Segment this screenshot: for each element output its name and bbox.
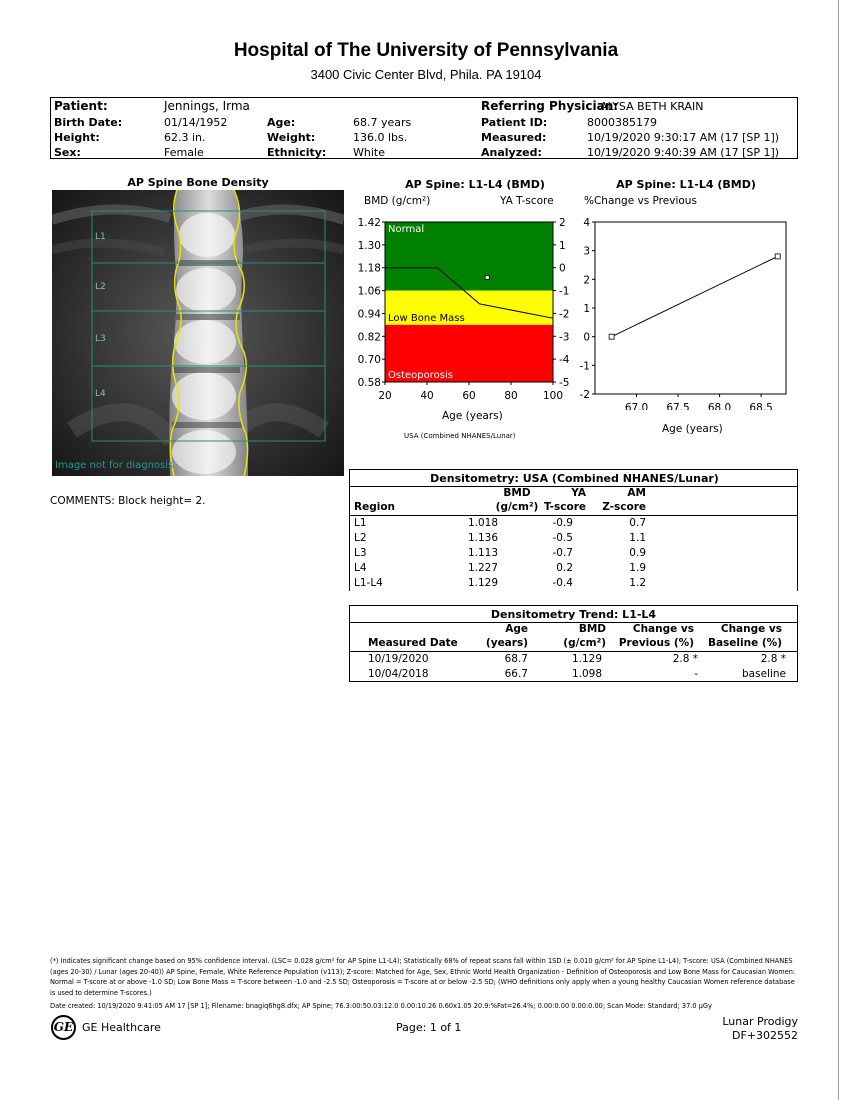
densitometry-table: [349, 469, 798, 591]
change-y-tick: 1: [583, 303, 590, 315]
page-edge: [838, 0, 839, 1100]
zscore-cell: 1.2: [629, 577, 646, 589]
baseline-change-cell: baseline: [742, 668, 786, 680]
zscore-cell: 0.7: [629, 517, 646, 529]
age: 68.7 years: [353, 116, 412, 129]
height: 62.3 in.: [164, 131, 206, 144]
change-point: [775, 254, 780, 259]
col-bmd-1: BMD: [503, 487, 531, 499]
col-prev-2: Previous (%): [618, 637, 694, 649]
bmd-chart-title: AP Spine: L1-L4 (BMD): [405, 178, 545, 191]
change-point: [609, 334, 614, 339]
spine-image-title: AP Spine Bone Density: [127, 176, 269, 189]
change-y-tick: 4: [583, 217, 590, 229]
col-base-2: Baseline (%): [707, 637, 782, 649]
bmd-cell: 1.227: [467, 562, 498, 574]
patient-name: Jennings, Irma: [164, 99, 250, 113]
col-bmd-2: (g/cm²): [495, 501, 539, 513]
change-y-tick: 3: [583, 245, 590, 258]
densitometry-title: Densitometry: USA (Combined NHANES/Lunar): [430, 472, 719, 485]
referring-label: Referring Physician:: [481, 99, 619, 113]
bmd-cell: 1.098: [571, 668, 602, 680]
tscore-y-tick: -2: [559, 308, 570, 321]
bmd-chart-xlabel: Age (years): [442, 410, 503, 422]
hospital-name: Hospital of The University of Pennsylvania: [233, 40, 619, 61]
age-label: Age:: [267, 116, 296, 129]
device-name: Lunar Prodigy: [722, 1015, 798, 1028]
change-y-tick: -2: [579, 389, 590, 401]
sex: Female: [164, 146, 204, 159]
trend-table: [349, 605, 798, 682]
col-measured-date: Measured Date: [368, 637, 458, 649]
tscore-y-tick: -5: [559, 377, 570, 389]
bmd-y-tick: 1.18: [357, 262, 381, 275]
date-created-line: Date created: 10/19/2020 9:41:05 AM 17 [SP 1]; Filename: bnagiq6hg8.dfx; AP Spine; 76.3:00:50.03:12.0 0.00:10.26 0.60x1.05 20.9:%Fat=26.4%; 0.00:0.00 0.00:0.00; Scan Mode: Standard; 37.0 µGy: [50, 1002, 712, 1010]
change-x-tick: 68.5: [749, 402, 773, 410]
page-number: Page: 1 of 1: [396, 1021, 462, 1034]
bmd-x-tick: 100: [542, 390, 564, 402]
date-cell: 10/19/2020: [368, 653, 429, 665]
change-x-tick: 67.0: [624, 402, 649, 410]
col-ya-1: YA: [571, 487, 586, 499]
weight: 136.0 lbs.: [353, 131, 408, 144]
analyzed-label: Analyzed:: [481, 146, 542, 159]
ge-healthcare: GE Healthcare: [82, 1021, 161, 1034]
roi-label-l4: L4: [95, 389, 106, 399]
birth-date: 01/14/1952: [164, 116, 228, 129]
bmd-y-tick: 1.42: [357, 217, 381, 229]
tscore-y-tick: 1: [559, 239, 566, 252]
referring-physician: ALYSA BETH KRAIN: [600, 100, 704, 113]
zone-label-1: Low Bone Mass: [388, 312, 465, 324]
bmd-y-tick: 0.70: [357, 354, 381, 367]
birth-date-label: Birth Date:: [54, 116, 123, 129]
region-cell: L4: [354, 562, 367, 574]
bmd-y-tick: 1.30: [357, 239, 381, 252]
device-id: DF+302552: [731, 1029, 798, 1042]
change-x-tick: 68.0: [707, 402, 732, 410]
col-trend-bmd-1: BMD: [578, 623, 606, 635]
height-label: Height:: [54, 131, 100, 144]
date-cell: 10/04/2018: [368, 668, 429, 680]
col-region: Region: [354, 501, 396, 513]
col-base-1: Change vs: [720, 623, 782, 635]
comments: COMMENTS: Block height= 2.: [50, 495, 206, 507]
col-am-1: AM: [627, 487, 646, 499]
bmd-cell: 1.018: [467, 517, 498, 529]
hospital-address: 3400 Civic Center Blvd, Phila. PA 19104: [310, 67, 542, 82]
age-cell: 66.7: [504, 668, 528, 680]
bmd-cell: 1.129: [571, 653, 602, 665]
change-chart-xlabel: Age (years): [662, 423, 723, 435]
patient-point: [485, 275, 489, 279]
zone-label-2: Osteoporosis: [388, 370, 453, 381]
footnote: (*) Indicates significant change based on 95% confidence interval. (LSC= 0.028 g/cm² for AP Spine L1-L4); Statistically 68% of repeat scans fall within 1SD (± 0.010 g/cm² for AP Spine L1-L4); T-score: USA (Combined NHANES (ages 20-30) / Lunar (ages 20-40)) AP Spine, Female, White Reference Population (v113); Z-score: Matched for Age, Sex, Ethnic World Health Organization - Definition of Osteoporosis and Low Bone Mass for Caucasian Women: Normal = T-score at or above -1.0 SD; Low Bone Mass = T-score between -1.0 and -2.5 SD; Osteoporosis = T-score at or below -2.5 SD; (WHO definitions only apply when a young healthy Caucasian Women reference database is used to determine T-scores.): [50, 957, 796, 997]
zscore-cell: 1.9: [629, 562, 646, 574]
region-cell: L1: [354, 517, 367, 529]
zscore-cell: 0.9: [629, 547, 646, 559]
sex-label: Sex:: [54, 146, 81, 159]
bmd-x-tick: 80: [504, 390, 518, 402]
patient-info-box: [50, 97, 798, 159]
patient-id: 8000385179: [587, 116, 657, 129]
tscore-y-tick: -4: [559, 354, 570, 367]
weight-label: Weight:: [267, 131, 316, 144]
device-info: [700, 1015, 798, 1043]
roi-label-l1: L1: [95, 232, 106, 242]
tscore-cell: -0.7: [552, 547, 573, 559]
col-age-2: (years): [485, 637, 528, 649]
tscore-cell: -0.9: [552, 517, 573, 529]
region-cell: L1-L4: [354, 577, 383, 589]
reference-population-note: USA (Combined NHANES/Lunar): [404, 432, 516, 440]
tscore-cell: 0.2: [556, 562, 573, 574]
change-plot-frame: [595, 222, 786, 394]
bmd-chart-y2label: YA T-score: [500, 195, 554, 207]
region-cell: L3: [354, 547, 367, 559]
change-y-tick: 0: [583, 331, 590, 344]
tscore-cell: -0.4: [552, 577, 573, 589]
spine-scan-image: [52, 190, 344, 476]
bmd-y-tick: 0.82: [357, 331, 381, 344]
tscore-y-tick: 0: [559, 262, 566, 275]
bmd-x-tick: 40: [420, 390, 434, 402]
measured: 10/19/2020 9:30:17 AM (17 [SP 1]): [587, 131, 780, 144]
change-chart-title: AP Spine: L1-L4 (BMD): [616, 178, 756, 191]
col-prev-1: Change vs: [632, 623, 694, 635]
baseline-change-cell: 2.8 *: [760, 653, 786, 665]
roi-label-l2: L2: [95, 282, 106, 292]
ethnicity-label: Ethnicity:: [267, 146, 327, 159]
analyzed: 10/19/2020 9:40:39 AM (17 [SP 1]): [587, 146, 780, 159]
region-cell: L2: [354, 532, 367, 544]
bmd-cell: 1.113: [467, 547, 498, 559]
ge-logo: GE: [51, 1015, 76, 1040]
prev-change-cell: 2.8 *: [672, 653, 698, 665]
bmd-cell: 1.129: [467, 577, 498, 589]
bmd-chart-ylabel: BMD (g/cm²): [364, 195, 431, 207]
zone-label-0: Normal: [388, 224, 425, 235]
bmd-y-tick: 0.94: [357, 308, 381, 321]
change-chart-ylabel: %Change vs Previous: [584, 195, 697, 207]
age-cell: 68.7: [504, 653, 528, 665]
col-ya-2: T-score: [544, 501, 586, 513]
tscore-y-tick: -1: [559, 285, 570, 298]
tscore-y-tick: 2: [559, 217, 566, 229]
col-am-2: Z-score: [602, 501, 646, 513]
bmd-cell: 1.136: [467, 532, 498, 544]
change-y-tick: -1: [579, 360, 590, 373]
diagnosis-watermark: Image not for diagnosis: [55, 460, 174, 471]
patient-label: Patient:: [54, 99, 108, 113]
roi-label-l3: L3: [95, 334, 106, 344]
change-chart: [575, 210, 800, 410]
ethnicity: White: [353, 146, 385, 159]
change-y-tick: 2: [583, 274, 590, 287]
tscore-cell: -0.5: [552, 532, 573, 544]
change-x-tick: 67.5: [666, 402, 690, 410]
zscore-cell: 1.1: [629, 532, 646, 544]
col-age-1: Age: [505, 623, 528, 635]
measured-label: Measured:: [481, 131, 547, 144]
bmd-y-tick: 0.58: [357, 377, 381, 389]
trend-title: Densitometry Trend: L1-L4: [490, 608, 657, 621]
tscore-y-tick: -3: [559, 331, 570, 344]
change-line: [612, 256, 778, 336]
prev-change-cell: -: [694, 668, 698, 680]
bmd-y-tick: 1.06: [357, 285, 381, 298]
bmd-x-tick: 20: [378, 390, 392, 402]
col-trend-bmd-2: (g/cm²): [563, 637, 606, 649]
patient-id-label: Patient ID:: [481, 116, 548, 129]
bmd-x-tick: 60: [462, 390, 476, 402]
